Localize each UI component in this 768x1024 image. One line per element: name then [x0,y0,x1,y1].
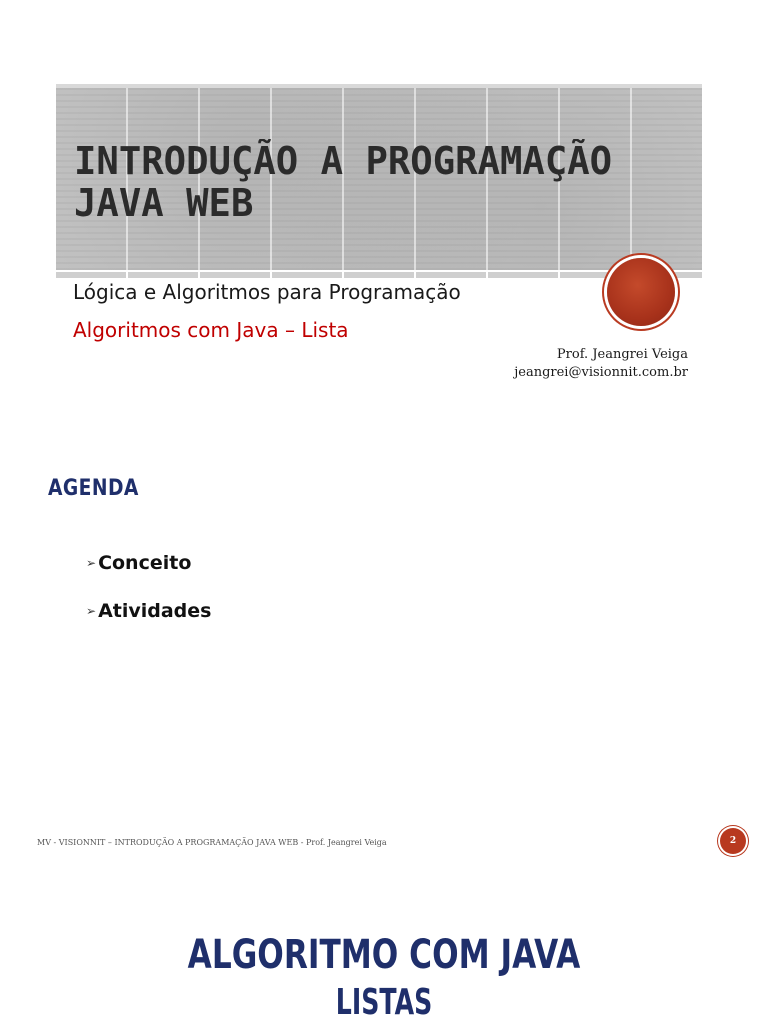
slide-agenda [0,436,768,868]
title-banner [56,84,702,270]
arrow-bullet-icon: ➢ [86,556,97,570]
agenda-list [86,552,211,648]
section-subtitle: LISTAS [335,982,433,1023]
arrow-bullet-icon: ➢ [86,604,97,618]
slide-footer: MV - VISIONNIT – INTRODUÇÃO A PROGRAMAÇÃO JAVA WEB - Prof. Jeangrei Veiga [37,838,387,847]
author-email: jeangrei@visionnit.com.br [514,365,688,380]
author-name: Prof. Jeangrei Veiga [556,347,688,362]
author-block [514,346,688,382]
agenda-item [86,552,211,574]
agenda-item-label: Atividades [98,600,212,622]
slide-title [0,0,768,430]
section-title: ALGORITMO COM JAVA [187,932,581,978]
agenda-item [86,600,211,622]
slide-section-title [0,874,768,1024]
decorative-circle-icon [607,258,675,326]
topic-subtitle: Algoritmos com Java – Lista [73,318,349,342]
banner-divider [56,272,702,278]
page-number-badge: 2 [720,828,746,854]
agenda-item-label: Conceito [98,552,192,574]
agenda-heading: AGENDA [48,476,139,501]
course-subtitle: Lógica e Algoritmos para Programação [73,280,461,304]
presentation-title: INTRODUÇÃO A PROGRAMAÇÃO JAVA WEB [74,139,613,225]
